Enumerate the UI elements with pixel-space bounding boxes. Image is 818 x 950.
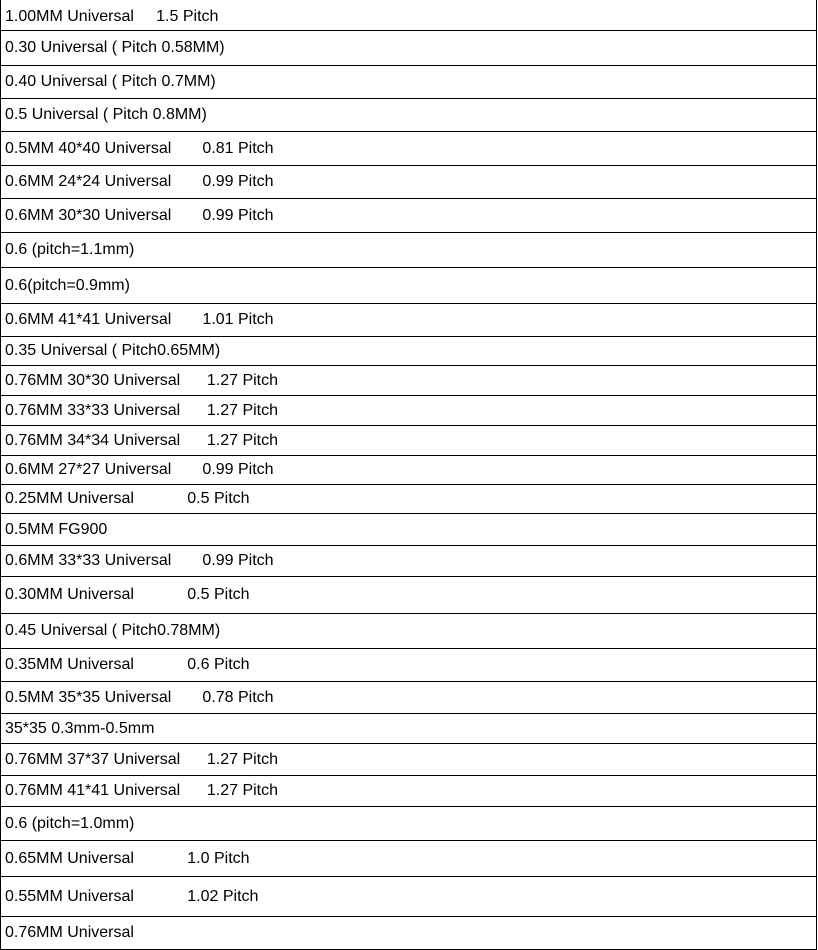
table-row[interactable] [1,649,816,682]
table-row[interactable] [1,807,816,841]
table-row[interactable] [1,841,816,877]
table-row[interactable] [1,337,816,366]
cell-text: 0.6MM 41*41 Universal 1.01 Pitch [5,311,274,328]
table-row[interactable] [1,396,816,426]
cell-text: 0.25MM Universal 0.5 Pitch [5,490,250,507]
table-row[interactable] [1,917,816,950]
table-row[interactable] [1,426,816,456]
table-row[interactable] [1,99,816,132]
cell-text: 0.76MM 30*30 Universal 1.27 Pitch [5,371,279,389]
cell-text: 0.6(pitch=0.9mm) [5,276,130,294]
table-row[interactable] [1,366,816,396]
table-row[interactable] [1,233,816,268]
table-row[interactable] [1,714,816,744]
cell-text: 0.45 Universal ( Pitch0.78MM) [5,622,221,639]
cell-text: 0.76MM 33*33 Universal 1.27 Pitch [5,401,279,419]
table-row[interactable] [1,304,816,337]
cell-text: 0.76MM Universal [5,924,134,941]
table-row[interactable] [1,199,816,233]
cell-text: 0.76MM 41*41 Universal 1.27 Pitch [5,782,279,799]
cell-text: 0.6 (pitch=1.1mm) [5,241,135,258]
cell-text: 0.5MM 40*40 Universal 0.81 Pitch [5,139,274,157]
cell-text: 0.6MM 30*30 Universal 0.99 Pitch [5,206,274,224]
table-row[interactable] [1,877,816,917]
cell-text: 0.6MM 27*27 Universal 0.99 Pitch [5,461,274,478]
table-row[interactable] [1,66,816,99]
cell-text: 35*35 0.3mm-0.5mm [5,719,155,737]
cell-text: 1.00MM Universal 1.5 Pitch [5,8,219,25]
cell-text: 0.30 Universal ( Pitch 0.58MM) [5,39,225,56]
cell-text: 0.40 Universal ( Pitch 0.7MM) [5,73,216,90]
cell-text: 0.55MM Universal 1.02 Pitch [5,887,259,905]
table-row[interactable] [1,485,816,514]
table-row[interactable] [1,682,816,714]
table-row[interactable] [1,577,816,614]
cell-text: 0.35MM Universal 0.6 Pitch [5,656,250,673]
cell-text: 0.76MM 37*37 Universal 1.27 Pitch [5,750,279,768]
table-row[interactable] [1,546,816,577]
cell-text: 0.65MM Universal 1.0 Pitch [5,849,250,867]
table-row[interactable] [1,744,816,776]
table-row[interactable] [1,166,816,199]
cell-text: 0.6MM 33*33 Universal 0.99 Pitch [5,552,274,569]
cell-text: 0.35 Universal ( Pitch0.65MM) [5,342,221,359]
cell-text: 0.6MM 24*24 Universal 0.99 Pitch [5,173,274,190]
table-row[interactable] [1,456,816,485]
cell-text: 0.5MM 35*35 Universal 0.78 Pitch [5,688,274,706]
cell-text: 0.30MM Universal 0.5 Pitch [5,586,250,603]
cell-text: 0.5 Universal ( Pitch 0.8MM) [5,106,207,123]
table-row[interactable] [1,31,816,66]
cell-text: 0.5MM FG900 [5,520,108,538]
table-row[interactable] [1,776,816,807]
table-row[interactable] [1,268,816,304]
table-row[interactable] [1,614,816,649]
cell-text: 0.76MM 34*34 Universal 1.27 Pitch [5,431,279,449]
table-row[interactable] [1,0,816,31]
table-row[interactable] [1,132,816,166]
table-row[interactable] [1,514,816,546]
cell-text: 0.6 (pitch=1.0mm) [5,814,135,832]
